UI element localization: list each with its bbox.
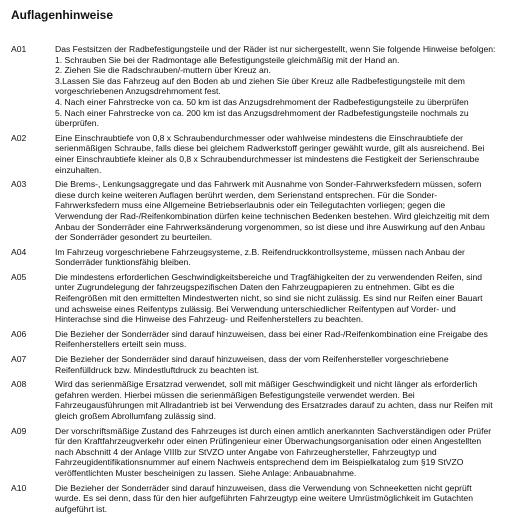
note-item — [11, 426, 501, 479]
note-item — [11, 379, 501, 421]
note-text-line: einer Einschraubtiefe kleiner als 0,8 x Schraubendurchmesser ist mindestens die Festigkeit der Serienschraube — [55, 153, 480, 164]
note-item — [11, 272, 501, 325]
note-code: A09 — [11, 425, 27, 436]
note-text — [55, 379, 501, 421]
note-text-line: Die Brems-, Lenkungsaggregate und das Fahrwerk mit Ausnahme von Sonder-Fahrwerksfedern müssen, sofern — [55, 179, 482, 190]
note-text-line: diese durch keine weiteren Auflagen berührt werden, dem Serienstand entsprechen. Für die Sonder- — [55, 189, 438, 200]
note-text-line: Die Bezieher der Sonderräder sind darauf hinzuweisen, dass bei einer Rad-/Reifenkombination eine Freigabe des — [55, 328, 488, 339]
note-item — [11, 179, 501, 243]
note-text-line: serienmäßigen Schraube, falls diese bei gleichem Radwerkstoff geringer gewählt wurde, gilt als ausreichend. Bei — [55, 143, 485, 154]
note-text — [55, 483, 501, 515]
note-text-line: 5. Nach einer Fahrstrecke von ca. 200 km ist das Anzugsdrehmoment der Radbefestigungsteile nochmals zu — [55, 107, 469, 118]
note-text-line: Reifenfülldruck bzw. Mindestluftdruck zu beachten ist. — [55, 364, 259, 375]
note-text-line: 2. Ziehen Sie die Radschrauben/-muttern über Kreuz an. — [55, 65, 271, 76]
note-text-line: Verwendung der Rad-/Reifenkombination dürfen keine technischen Bedenken bestehen. Wird gleichzeitig mit dem — [55, 210, 490, 221]
note-text — [55, 44, 501, 129]
note-item — [11, 247, 501, 268]
note-text-line: Reifenherstellers erteilt sein muss. — [55, 339, 187, 350]
page-title: Auflagenhinweise — [11, 8, 114, 22]
notes-list — [11, 44, 501, 518]
note-text-line: nach Abschnitt 4 der Anlage VIIIb zur StVZO unter Angabe von Fahrzeughersteller, Fahrzeugtyp und — [55, 446, 437, 457]
note-item — [11, 329, 501, 350]
note-item — [11, 44, 501, 129]
note-text-line: Wird das serienmäßige Ersatzrad verwendet, soll mit mäßiger Geschwindigkeit und nicht länger als erforderlich — [55, 379, 478, 390]
note-text-line: unter Zugrundelegung der fahrzeugspezifischen Daten den Fahrzeugpapieren zu entnehmen. Gibt es die — [55, 282, 455, 293]
note-text-line: Eine Einschraubtiefe von 0,8 x Schraubendurchmesser oder wahlweise mindestens die Einschraubtiefe der — [55, 132, 463, 143]
note-text — [55, 329, 501, 350]
note-item — [11, 354, 501, 375]
note-code: A02 — [11, 132, 27, 143]
note-text — [55, 133, 501, 175]
note-text-line: Das Festsitzen der Radbefestigungsteile und der Räder ist nur sichergestellt, wenn Sie folgende Hinweise befolgen: — [55, 44, 496, 54]
note-text — [55, 354, 501, 375]
note-text-line: Fahrwerksfedern muss eine Allgemeine Betriebserlaubnis oder ein Teilegutachten vorliegen; gegen die — [55, 200, 446, 211]
note-text-line: Die Bezieher der Sonderräder sind darauf hinzuweisen, dass die Verwendung von Schneeketten nicht geprüft — [55, 482, 472, 493]
note-text-line: vorgeschriebenen Anzugsdrehmoment fest. — [55, 86, 221, 97]
note-code: A03 — [11, 179, 27, 190]
note-code: A05 — [11, 271, 27, 282]
note-item — [11, 133, 501, 175]
note-text-line: Fahrzeugausführungen mit Allradantrieb ist bei Verwendung des Ersatzrades darauf zu achten, dass nur Reifen mit — [55, 400, 493, 411]
note-text-line: Im Fahrzeug vorgeschriebene Fahrzeugsysteme, z.B. Reifendruckkontrollsysteme, müssen nach Anbau der — [55, 246, 465, 257]
note-text-line: aufgeführt ist. — [55, 503, 108, 514]
note-text-line: 1. Schrauben Sie bei der Radmontage alle Befestigungsteile gleichmäßig mit der Hand an. — [55, 54, 400, 65]
note-text-line: und achsweise eines Reifentyps zulässig. Bei Verwendung unterschiedlicher Reifentypen auf Vorder- und — [55, 303, 456, 314]
note-text-line: Der vorschriftsmäßige Zustand des Fahrzeuges ist durch einen amtlich anerkannten Sachverständigen oder Prüfer — [55, 425, 492, 436]
note-code: A07 — [11, 354, 27, 365]
note-text — [55, 272, 501, 325]
note-text-line: überprüfen. — [55, 118, 99, 129]
note-code: A01 — [11, 44, 27, 54]
note-text-line: Anbau der Sonderräder eine Fahrwerksänderung vorgenommen, so ist diese und ihre Auswirkung auf den Anbau — [55, 221, 485, 232]
note-code: A10 — [11, 482, 27, 493]
note-text-line: wurde. Es sei denn, dass für den hier aufgeführten Fahrzeugtyp eine weitere Umrüstmöglichkeit im Gutachten — [55, 493, 473, 504]
note-code: A06 — [11, 328, 27, 339]
note-text-line: veröffentlichten Muster bescheinigen zu lassen. Siehe Anlage: Anbauabnahme. — [55, 467, 357, 478]
note-text-line: 4. Nach einer Fahrstrecke von ca. 50 km ist das Anzugsdrehmoment der Radbefestigungsteile zu überprüfen — [55, 96, 469, 107]
note-text — [55, 426, 501, 479]
note-text-line: gleich großem Abrollumfang zulässig sind. — [55, 411, 216, 421]
note-text-line: 3.Lassen Sie das Fahrzeug auf den Boden ab und ziehen Sie über Kreuz alle Radbefestigungsteile mit dem — [55, 75, 465, 86]
note-text-line: gefahren werden. Hierbei müssen die serienmäßigen Befestigungsteile verwendet werden. Bei — [55, 389, 415, 400]
note-text-line: Die mindestens erforderlichen Geschwindigkeitsbereiche und Tragfähigkeiten der zu verwendenden Reifen, sind — [55, 271, 483, 282]
note-text-line: Sonderräder funktionsfähig bleiben. — [55, 257, 191, 268]
note-text-line: Reifengrößen mit den ermittelten Mindestwerten nicht, so sind sie nicht zulässig. Es sind nur Reifen einer Bauart — [55, 293, 483, 304]
note-text — [55, 179, 501, 243]
note-text-line: Fahrzeugidentifikationsnummer auf einem Nachweis entsprechend dem im Beispielkatalog zum §19 StVZO — [55, 457, 464, 468]
note-text — [55, 247, 501, 268]
note-item — [11, 483, 501, 515]
note-text-line: der Sonderräder gesondert zu beurteilen. — [55, 232, 213, 243]
note-text-line: für den Kraftfahrzeugverkehr oder einen Prüfingenieur einer Überwachungsorganisation oder einen Angestellten — [55, 436, 482, 447]
note-code: A08 — [11, 379, 27, 390]
note-text-line: Die Bezieher der Sonderräder sind darauf hinzuweisen, dass der vom Reifenhersteller vorgeschriebene — [55, 354, 449, 365]
note-text-line: einzuhalten. — [55, 164, 102, 175]
note-code: A04 — [11, 246, 27, 257]
note-text-line: Hinterachse sind die Hinweise des Fahrzeug- und Reifenherstellers zu beachten. — [55, 314, 364, 325]
